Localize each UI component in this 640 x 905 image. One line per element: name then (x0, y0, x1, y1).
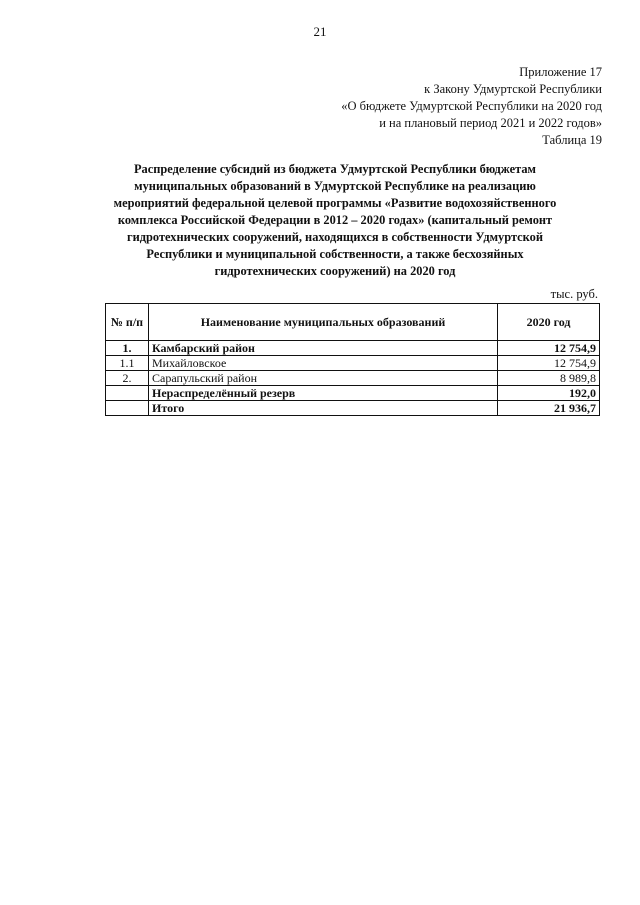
appendix-line: «О бюджете Удмуртской Республики на 2020 год (341, 99, 602, 113)
table-row (106, 341, 600, 356)
table-row (106, 356, 600, 371)
row-name: Камбарский район (149, 341, 498, 356)
row-name: Михайловское (149, 356, 498, 371)
row-number: 2. (106, 371, 149, 386)
units-label: тыс. руб. (550, 287, 598, 301)
row-value: 192,0 (498, 386, 600, 401)
subsidies-table (105, 303, 600, 416)
row-number (106, 386, 149, 401)
row-number (106, 401, 149, 416)
column-header-year: 2020 год (498, 304, 600, 341)
row-number: 1.1 (106, 356, 149, 371)
column-header-name: Наименование муниципальных образований (149, 304, 498, 341)
row-value: 12 754,9 (498, 356, 600, 371)
table-total-row (106, 401, 600, 416)
row-name: Нераспределённый резерв (149, 386, 498, 401)
row-value: 12 754,9 (498, 341, 600, 356)
column-header-number: № п/п (106, 304, 149, 341)
appendix-line: к Закону Удмуртской Республики (424, 82, 602, 96)
row-value: 8 989,8 (498, 371, 600, 386)
table-row (106, 386, 600, 401)
row-name: Итого (149, 401, 498, 416)
appendix-header (341, 64, 602, 149)
appendix-line: Приложение 17 (519, 65, 602, 79)
row-number: 1. (106, 341, 149, 356)
table-header-row (106, 304, 600, 341)
table-label: Таблица 19 (542, 133, 602, 147)
appendix-line: и на плановый период 2021 и 2022 годов» (379, 116, 602, 130)
row-value: 21 936,7 (498, 401, 600, 416)
page-number: 21 (313, 24, 327, 39)
row-name: Сарапульский район (149, 371, 498, 386)
table-row (106, 371, 600, 386)
document-title: Распределение субсидий из бюджета Удмуртской Республики бюджетам муниципальных образований в Удмуртской Республике на реализацию мероприятий федеральной целевой программы «Развитие водохозяйственного комплекса Российской Федерации в 2012 – 2020 годах» (капитальный ремонт гидротехнических сооружений, находящихся в собственности Удмуртской Республики и муниципальной собственности, а также бесхозяйных гидротехнических сооружений) на 2020 год (113, 162, 557, 278)
